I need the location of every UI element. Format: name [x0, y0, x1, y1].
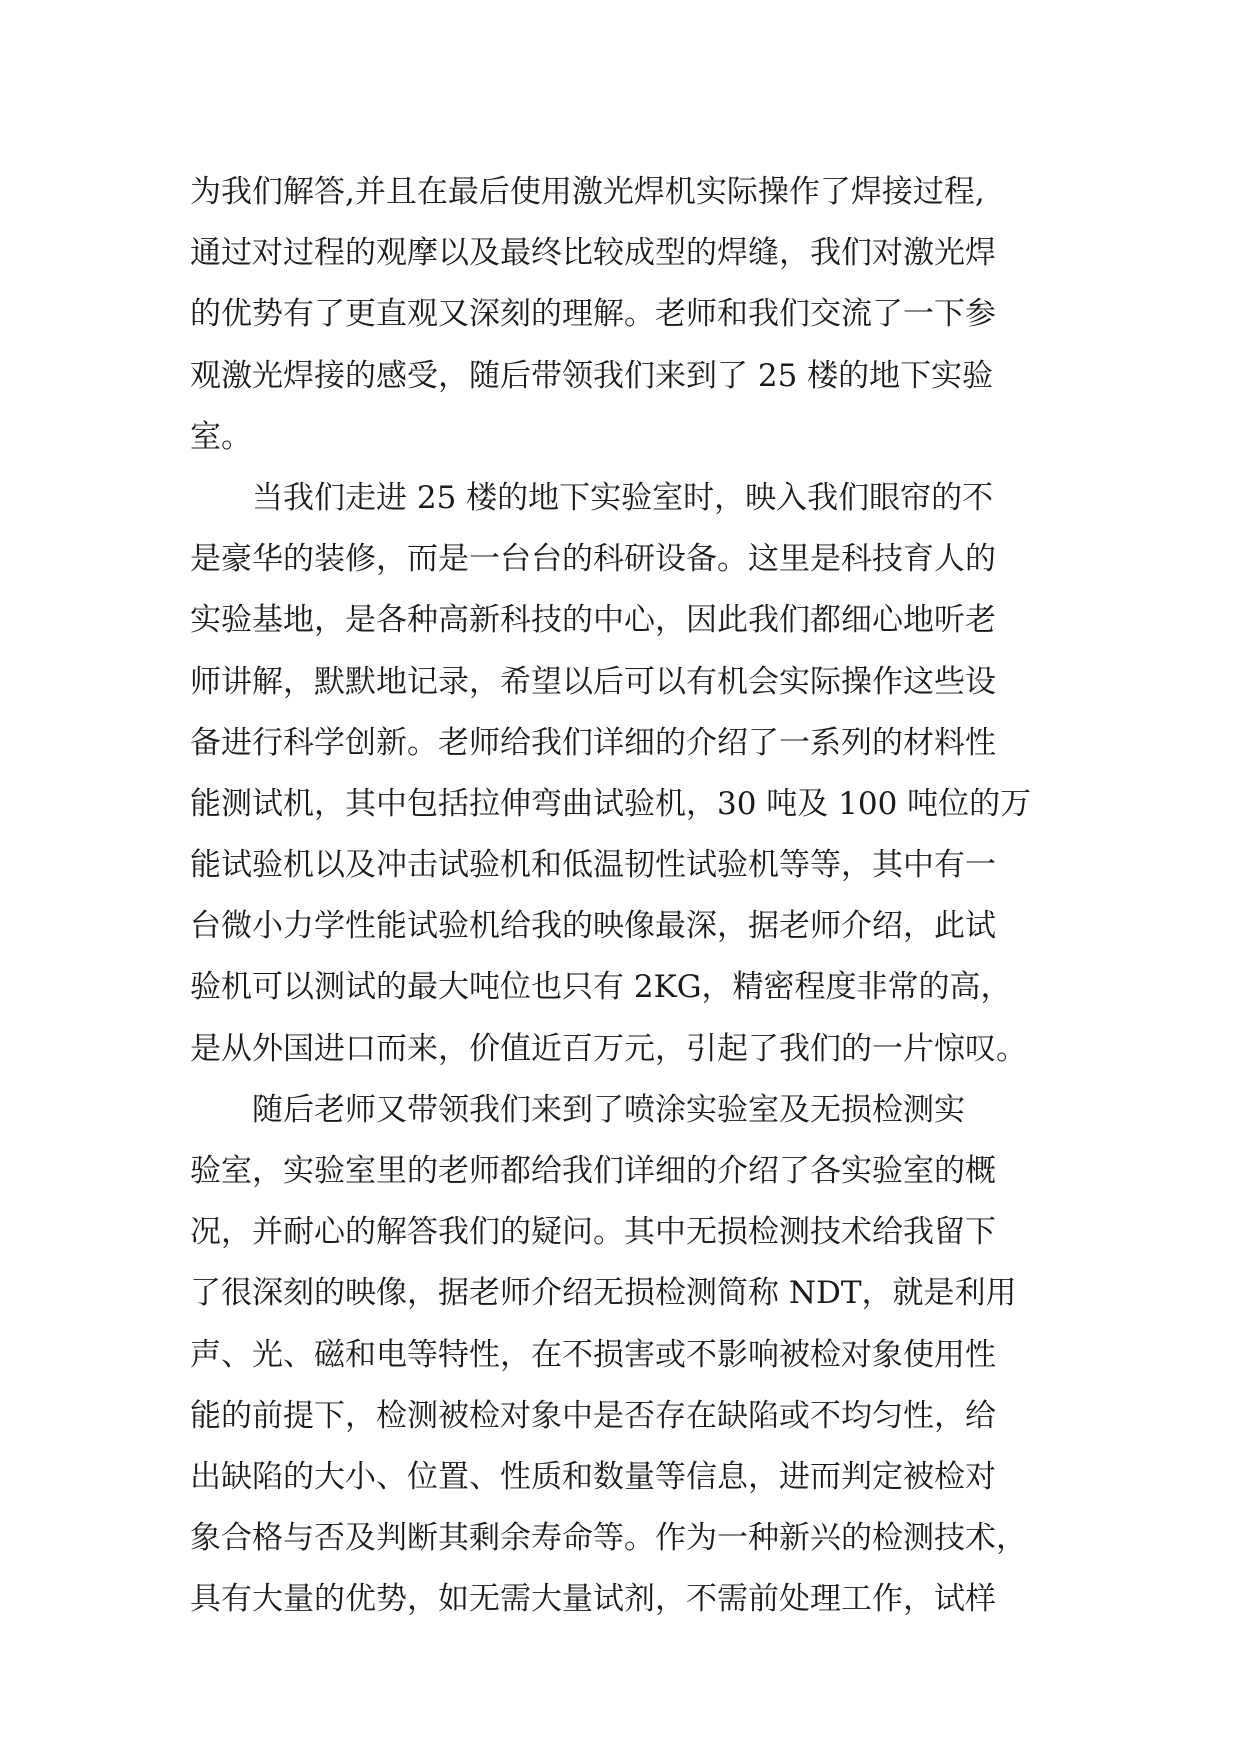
text-line: 能试验机以及冲击试验机和低温韧性试验机等等，其中有一: [190, 847, 996, 884]
text-line: 室。: [190, 418, 252, 455]
text-line: 出缺陷的大小、位置、性质和数量等信息，进而判定被检对: [190, 1458, 996, 1495]
text-line: 为我们解答,并且在最后使用激光焊机实际操作了焊接过程,: [190, 174, 985, 210]
text-line: 随后老师又带领我们来到了喷涂实验室及无损检测实: [190, 1091, 965, 1128]
text-line: 能的前提下，检测被检对象中是否存在缺陷或不均匀性，给: [190, 1397, 996, 1434]
text-line: 的优势有了更直观又深刻的理解。老师和我们交流了一下参: [190, 296, 996, 333]
text-line: 了很深刻的映像，据老师介绍无损检测简称 NDT，就是利用: [190, 1275, 1017, 1312]
text-line: 师讲解，默默地记录，希望以后可以有机会实际操作这些设: [190, 663, 996, 700]
text-line: 是豪华的装修，而是一台台的科研设备。这里是科技育人的: [190, 541, 996, 578]
text-line: 台微小力学性能试验机给我的映像最深，据老师介绍，此试: [190, 908, 996, 945]
text-line: 观激光焊接的感受，随后带领我们来到了 25 楼的地下实验: [190, 357, 994, 394]
text-line: 具有大量的优势，如无需大量试剂，不需前处理工作，试样: [190, 1581, 996, 1618]
text-line: 象合格与否及判断其剩余寿命等。作为一种新兴的检测技术，: [190, 1520, 1027, 1557]
text-line: 备进行科学创新。老师给我们详细的介绍了一系列的材料性: [190, 724, 996, 761]
text-line: 当我们走进 25 楼的地下实验室时，映入我们眼帘的不: [190, 479, 994, 516]
text-line: 声、光、磁和电等特性，在不损害或不影响被检对象使用性: [190, 1336, 996, 1373]
text-line: 通过对过程的观摩以及最终比较成型的焊缝，我们对激光焊: [190, 235, 996, 272]
text-line: 验室，实验室里的老师都给我们详细的介绍了各实验室的概: [190, 1153, 996, 1189]
body-text: [190, 162, 1090, 1631]
text-line: 能测试机，其中包括拉伸弯曲试验机，30 吨及 100 吨位的万: [190, 785, 1032, 822]
text-line: 实验基地，是各种高新科技的中心，因此我们都细心地听老: [190, 602, 996, 639]
text-line: 是从外国进口而来，价值近百万元，引起了我们的一片惊叹。: [190, 1030, 1027, 1067]
text-line: 况，并耐心的解答我们的疑问。其中无损检测技术给我留下: [190, 1214, 996, 1251]
text-line: 验机可以测试的最大吨位也只有 2KG，精密程度非常的高，: [190, 969, 1012, 1006]
